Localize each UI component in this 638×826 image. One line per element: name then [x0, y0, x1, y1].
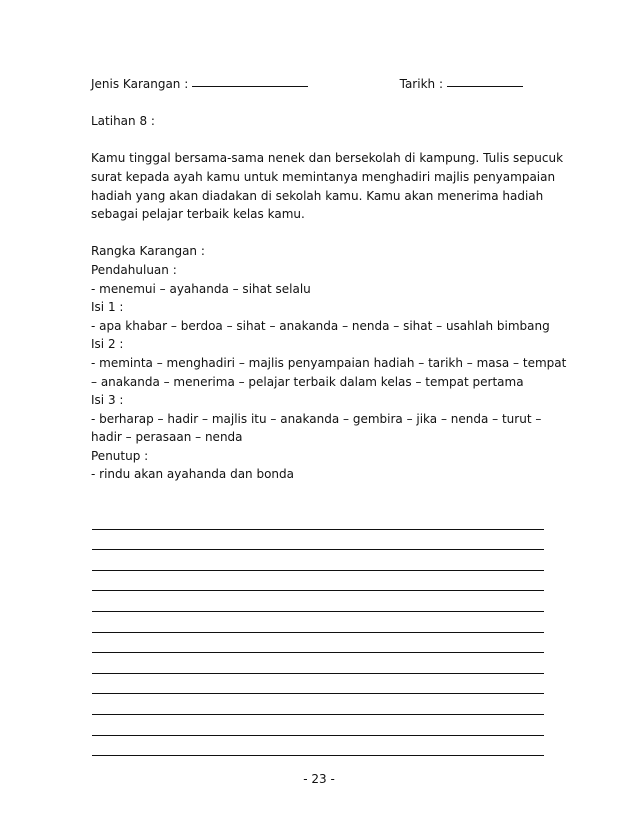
- instruction-line: Kamu tinggal bersama-sama nenek dan bersekolah di kampung. Tulis sepucuk: [91, 151, 564, 166]
- writing-line[interactable]: [92, 653, 544, 674]
- writing-line[interactable]: [92, 530, 544, 551]
- page-number: - 23 -: [303, 772, 335, 786]
- header-row: [91, 75, 523, 94]
- exercise-title: Latihan 8 :: [91, 114, 155, 129]
- spacer: [91, 94, 551, 113]
- isi3-label: Isi 3 :: [91, 393, 124, 408]
- essay-outline: [91, 242, 567, 484]
- tarikh-label: Tarikh :: [399, 77, 443, 91]
- jenis-karangan-label: Jenis Karangan :: [91, 77, 189, 91]
- worksheet-content: [91, 77, 567, 484]
- penutup-label: Penutup :: [91, 448, 149, 463]
- writing-line[interactable]: [92, 736, 544, 757]
- isi1-text: - apa khabar – berdoa – sihat – anakanda – nenda – sihat – usahlah bimbang: [91, 318, 550, 333]
- isi3-text-line1: - berharap – hadir – majlis itu – anakanda – gembira – jika – nenda – turut –: [91, 411, 542, 426]
- instruction-line: sebagai pelajar terbaik kelas kamu.: [91, 207, 305, 222]
- writing-line[interactable]: [92, 571, 544, 592]
- writing-lines: [92, 509, 544, 756]
- outline-heading: Rangka Karangan :: [91, 244, 205, 259]
- pendahuluan-text: - menemui – ayahanda – sihat selalu: [91, 281, 311, 296]
- writing-line[interactable]: [92, 612, 544, 633]
- instructions-paragraph: [91, 149, 564, 223]
- writing-line[interactable]: [92, 715, 544, 736]
- writing-line[interactable]: [92, 633, 544, 654]
- writing-line[interactable]: [92, 509, 544, 530]
- instruction-line: surat kepada ayah kamu untuk memintanya menghadiri majlis penyampaian: [91, 169, 556, 184]
- isi2-label: Isi 2 :: [91, 337, 124, 352]
- writing-line[interactable]: [92, 550, 544, 571]
- jenis-karangan-field: [91, 75, 308, 94]
- tarikh-field: [400, 75, 523, 94]
- instruction-line: hadiah yang akan diadakan di sekolah kamu. Kamu akan menerima hadiah: [91, 188, 544, 203]
- isi3-text-line2: hadir – perasaan – nenda: [91, 430, 243, 445]
- spacer: [91, 131, 551, 150]
- writing-line[interactable]: [92, 694, 544, 715]
- penutup-text: - rindu akan ayahanda dan bonda: [91, 467, 295, 482]
- writing-line[interactable]: [92, 591, 544, 612]
- spacer: [91, 224, 551, 243]
- pendahuluan-label: Pendahuluan :: [91, 262, 177, 277]
- tarikh-blank[interactable]: [447, 75, 523, 87]
- writing-line[interactable]: [92, 674, 544, 695]
- isi2-text-line1: - meminta – menghadiri – majlis penyampaian hadiah – tarikh – masa – tempat: [91, 355, 567, 370]
- jenis-karangan-blank[interactable]: [192, 75, 308, 87]
- isi1-label: Isi 1 :: [91, 300, 124, 315]
- isi2-text-line2: – anakanda – menerima – pelajar terbaik dalam kelas – tempat pertama: [91, 374, 524, 389]
